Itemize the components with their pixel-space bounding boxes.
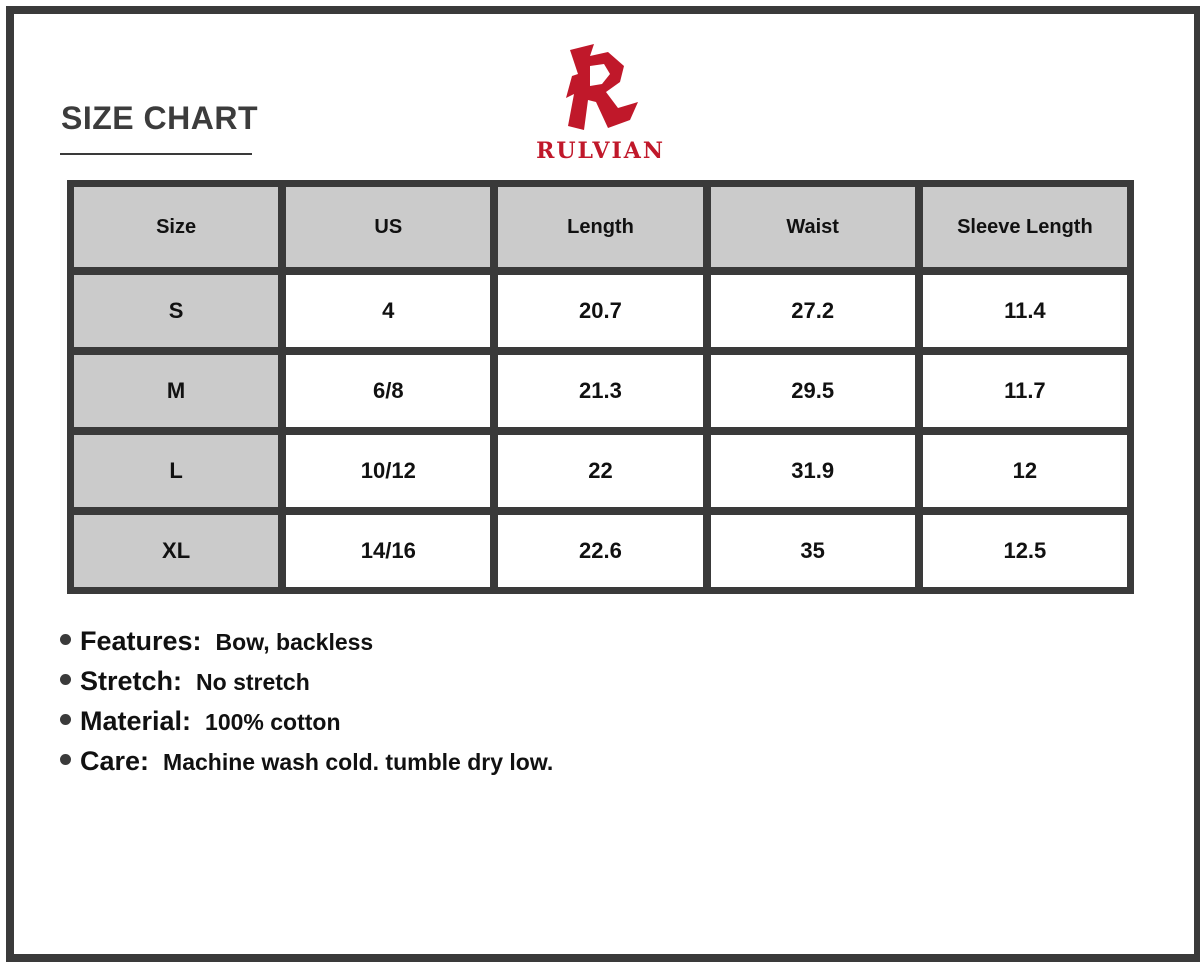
size-cell: L <box>70 431 282 511</box>
product-details <box>60 626 553 786</box>
list-item <box>60 706 553 746</box>
column-header-sleeve-length: Sleeve Length <box>919 183 1131 271</box>
waist-cell: 29.5 <box>707 351 919 431</box>
detail-value: No stretch <box>196 669 310 695</box>
sleeve-length-cell: 12 <box>919 431 1131 511</box>
bullet-icon <box>60 674 71 685</box>
length-cell: 21.3 <box>494 351 706 431</box>
table-row <box>70 431 1131 511</box>
bullet-icon <box>60 714 71 725</box>
us-cell: 14/16 <box>282 511 494 591</box>
detail-label: Material: <box>80 706 192 736</box>
page-title: SIZE CHART <box>61 100 258 136</box>
length-cell: 22 <box>494 431 706 511</box>
detail-label: Features: <box>80 626 202 656</box>
list-item <box>60 746 553 786</box>
bullet-icon <box>60 634 71 645</box>
length-cell: 20.7 <box>494 271 706 351</box>
table-row <box>70 511 1131 591</box>
size-cell: S <box>70 271 282 351</box>
table-header-row <box>70 183 1131 271</box>
sleeve-length-cell: 11.4 <box>919 271 1131 351</box>
size-cell: XL <box>70 511 282 591</box>
detail-label: Care: <box>80 746 150 776</box>
table-row <box>70 271 1131 351</box>
table-row <box>70 351 1131 431</box>
column-header-waist: Waist <box>707 183 919 271</box>
list-item <box>60 666 553 706</box>
title-underline <box>60 153 252 155</box>
waist-cell: 31.9 <box>707 431 919 511</box>
us-cell: 6/8 <box>282 351 494 431</box>
sleeve-length-cell: 11.7 <box>919 351 1131 431</box>
detail-value: Machine wash cold. tumble dry low. <box>163 749 554 775</box>
waist-cell: 27.2 <box>707 271 919 351</box>
us-cell: 10/12 <box>282 431 494 511</box>
column-header-us: US <box>282 183 494 271</box>
us-cell: 4 <box>282 271 494 351</box>
brand-logo <box>518 42 683 167</box>
detail-label: Stretch: <box>80 666 183 696</box>
brand-name: RULVIAN <box>536 138 665 164</box>
list-item <box>60 626 553 666</box>
brand-r-monogram-icon <box>560 42 642 134</box>
bullet-icon <box>60 754 71 765</box>
sleeve-length-cell: 12.5 <box>919 511 1131 591</box>
column-header-size: Size <box>70 183 282 271</box>
size-table <box>67 180 1134 594</box>
detail-value: Bow, backless <box>215 629 374 655</box>
column-header-length: Length <box>494 183 706 271</box>
waist-cell: 35 <box>707 511 919 591</box>
length-cell: 22.6 <box>494 511 706 591</box>
detail-value: 100% cotton <box>205 709 341 735</box>
size-cell: M <box>70 351 282 431</box>
